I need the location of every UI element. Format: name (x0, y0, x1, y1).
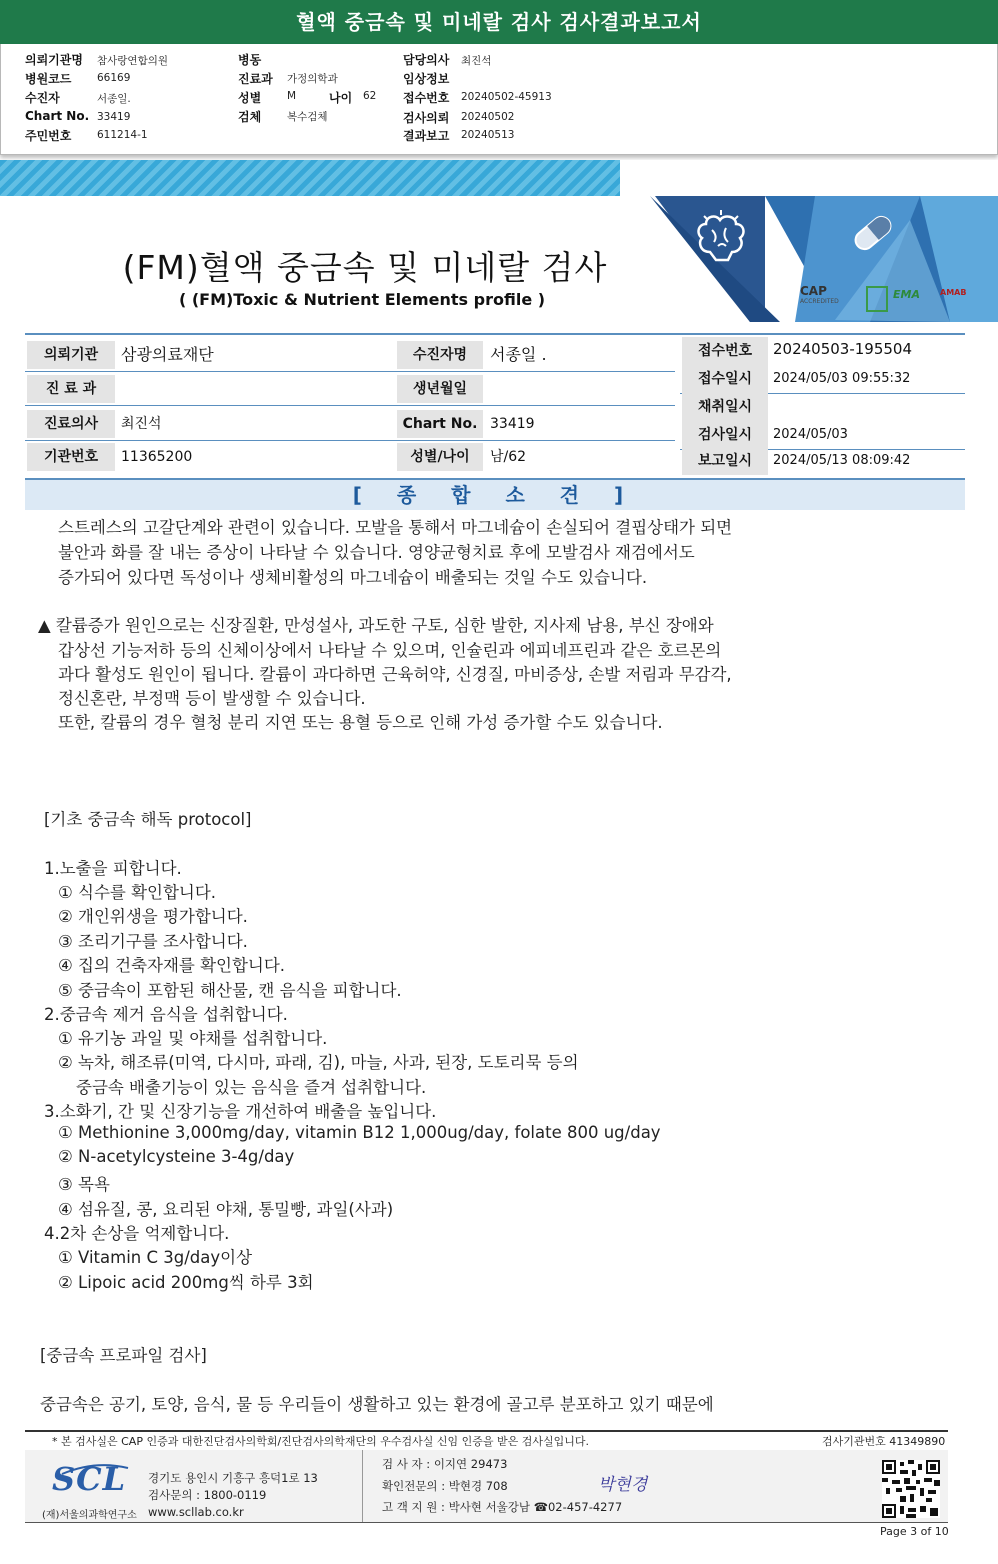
protocol-item: ③ 목욕 (58, 1175, 110, 1194)
protocol-step: 4.2차 손상을 억제합니다. (44, 1224, 230, 1243)
info-label: 검사의뢰 (403, 111, 450, 125)
body-text-line: 중금속은 공기, 토양, 음식, 물 등 우리들이 생활하고 있는 환경에 골고루 분포하고 있기 때문에 (40, 1395, 714, 1414)
info-label: Chart No. (25, 109, 90, 123)
body-text-line: 스트레스의 고갈단계와 관련이 있습니다. 모발을 통해서 마그네슘이 손실되어 결핍상태가 되면 (58, 518, 733, 537)
info-value: M (287, 90, 297, 102)
footer-separator (362, 1450, 363, 1522)
protocol-step: 1.노출을 피합니다. (44, 859, 182, 878)
info-label: 병원코드 (25, 72, 72, 86)
info-value: 20240502-45913 (461, 91, 552, 103)
table-value: 남/62 (490, 449, 527, 465)
signature: 박현경 (598, 1475, 648, 1495)
footer-bottom-line (25, 1522, 948, 1523)
ema-logo: EMA (893, 288, 920, 301)
body-text-line: 과다 활성도 원인이 됩니다. 칼륨이 과다하면 근육허약, 신경질, 마비증상, 손발 저림과 무감각, (58, 665, 732, 684)
protocol-step: 3.소화기, 간 및 신장기능을 개선하여 배출을 높입니다. (44, 1102, 437, 1121)
body-text-line: 갑상선 기능저하 등의 신체이상에서 나타날 수 있으며, 인슐린과 에피네프린과 같은 호르몬의 (58, 641, 722, 660)
table-label: 접수번호 (682, 337, 768, 365)
info-value: 참사랑연합의원 (97, 55, 169, 67)
info-value: 611214-1 (97, 129, 148, 141)
protocol-item: ④ 집의 건축자재를 확인합니다. (58, 956, 286, 975)
protocol-item: ① Methionine 3,000mg/day, vitamin B12 1,000ug/day, folate 800 ug/day (58, 1123, 661, 1142)
info-value: 20240502 (461, 111, 515, 123)
info-value: 20240513 (461, 129, 515, 141)
table-value: 서종일 . (490, 345, 547, 364)
test-subtitle: ( (FM)Toxic & Nutrient Elements profile ) (178, 290, 546, 309)
info-label: 성별 (238, 91, 262, 105)
table-label: 채취일시 (682, 393, 768, 421)
page-number: Page 3 of 10 (880, 1525, 949, 1538)
protocol-item: ② 녹차, 해조류(미역, 다시마, 파래, 김), 마늘, 사과, 된장, 도토리묵 등의 (58, 1053, 579, 1072)
logo-swoosh (60, 1462, 130, 1476)
table-label: 의뢰기관 (27, 341, 115, 369)
table-value: 최진석 (121, 416, 162, 432)
info-value: 가정의학과 (287, 73, 338, 85)
protocol-item: ① 식수를 확인합니다. (58, 883, 217, 902)
table-value: 11365200 (121, 449, 193, 465)
info-label: 임상정보 (403, 72, 450, 86)
protocol-item: ③ 조리기구를 조사합니다. (58, 932, 248, 951)
protocol-item: ⑤ 중금속이 포함된 해산물, 캔 음식을 피합니다. (58, 981, 402, 1000)
table-value: 20240503-195504 (773, 340, 913, 358)
table-label: 수진자명 (397, 341, 483, 369)
info-value: 서종일. (97, 93, 131, 105)
info-value: 62 (363, 90, 377, 102)
info-label: 병동 (238, 53, 262, 67)
report-title-bar: 혈액 중금속 및 미네랄 검사 검사결과보고서 (0, 0, 998, 44)
info-value: 복수검체 (287, 111, 328, 123)
protocol-item: ② Lipoic acid 200mg씩 하루 3회 (58, 1273, 314, 1292)
phone: 검사문의 : 1800-0119 (148, 1488, 267, 1502)
table-label: 진료의사 (27, 410, 115, 438)
body-text-line: 또한, 칼륨의 경우 혈청 분리 지연 또는 용혈 등으로 인해 가성 증가할 수도 있습니다. (58, 713, 663, 732)
table-label: 생년월일 (397, 375, 483, 403)
table-label: 접수일시 (682, 365, 768, 393)
info-label: 접수번호 (403, 91, 450, 105)
patient-info-box (0, 44, 998, 155)
protocol-item: 중금속 배출기능이 있는 음식을 즐겨 섭취합니다. (76, 1078, 427, 1097)
capsule-icon (848, 208, 898, 258)
info-label: 나이 (329, 91, 353, 105)
body-text-line: 증가되어 있다면 독성이나 생체비활성의 마그네슘이 배출되는 것일 수도 있습니다. (58, 568, 648, 587)
table-label: Chart No. (397, 410, 483, 438)
protocol-item: ④ 섬유질, 콩, 요리된 야채, 통밀빵, 과일(사과) (58, 1200, 394, 1219)
info-value: 최진석 (461, 55, 492, 67)
protocol-item: ② N-acetylcysteine 3-4g/day (58, 1147, 295, 1166)
info-label: 진료과 (238, 72, 273, 86)
table-label: 검사일시 (682, 421, 768, 449)
summary-heading: [ 종 합 소 견 ] (25, 478, 965, 510)
table-value: 2024/05/13 08:09:42 (773, 453, 911, 468)
org-name: (재)서울의과학연구소 (42, 1510, 137, 1521)
address: 경기도 용인시 기흥구 흥덕1로 13 (148, 1471, 318, 1485)
info-value: 66169 (97, 72, 131, 84)
footer-divider (25, 1430, 948, 1432)
info-label: 결과보고 (403, 129, 450, 143)
qr-code-icon (882, 1460, 940, 1518)
protocol-item: ① Vitamin C 3g/day이상 (58, 1248, 253, 1267)
info-label: 수진자 (25, 91, 60, 105)
org-number: 검사기관번호 41349890 (822, 1435, 946, 1448)
lm-logo (866, 286, 888, 312)
table-value: 33419 (490, 416, 535, 432)
protocol-item: ② 개인위생을 평가합니다. (58, 907, 248, 926)
examiner: 검 사 자 : 이지연 29473 (382, 1457, 508, 1471)
section-heading: [기초 중금속 해독 protocol] (44, 810, 252, 829)
amab-logo: AMAB (940, 288, 967, 297)
body-text-line: ▲ 칼륨증가 원인으로는 신장질환, 만성설사, 과도한 구토, 심한 발한, 지사제 남용, 부신 장애와 (38, 616, 714, 635)
table-label: 성별/나이 (397, 443, 483, 471)
info-label: 주민번호 (25, 129, 72, 143)
table-value: 2024/05/03 (773, 427, 848, 442)
protocol-step: 2.중금속 제거 음식을 섭취합니다. (44, 1005, 288, 1024)
customer-support: 고 객 지 원 : 박사현 서울강남 ☎02-457-4277 (382, 1500, 623, 1514)
footer-note: * 본 검사실은 CAP 인증과 대한진단검사의학회/진단검사의학재단의 우수검사실 신임 인증을 받은 검사실입니다. (52, 1435, 590, 1448)
scl-logo: SCL (52, 1460, 127, 1498)
info-label: 담당의사 (403, 53, 450, 67)
body-text-line: 정신혼란, 부정맥 등이 발생할 수 있습니다. (58, 689, 366, 708)
protocol-item: ① 유기농 과일 및 야채를 섭취합니다. (58, 1029, 328, 1048)
website: www.scllab.co.kr (148, 1505, 244, 1519)
info-label: 의뢰기관명 (25, 53, 83, 67)
info-value: 33419 (97, 111, 131, 123)
specialist: 확인전문의 : 박현경 708 (382, 1479, 508, 1493)
test-title: (FM)혈액 중금속 및 미네랄 검사 (122, 248, 608, 287)
table-label: 보고일시 (682, 447, 768, 475)
table-label: 진 료 과 (27, 375, 115, 403)
table-label: 기관번호 (27, 443, 115, 471)
table-value: 2024/05/03 09:55:32 (773, 371, 911, 386)
cap-logo: CAP ACCREDITED (800, 284, 839, 305)
section-heading: [중금속 프로파일 검사] (40, 1346, 207, 1365)
info-label: 검체 (238, 110, 262, 124)
table-value: 삼광의료재단 (121, 345, 214, 364)
body-text-line: 불안과 화를 잘 내는 증상이 나타날 수 있습니다. 영양균형치료 후에 모발검사 재검에서도 (58, 543, 695, 562)
